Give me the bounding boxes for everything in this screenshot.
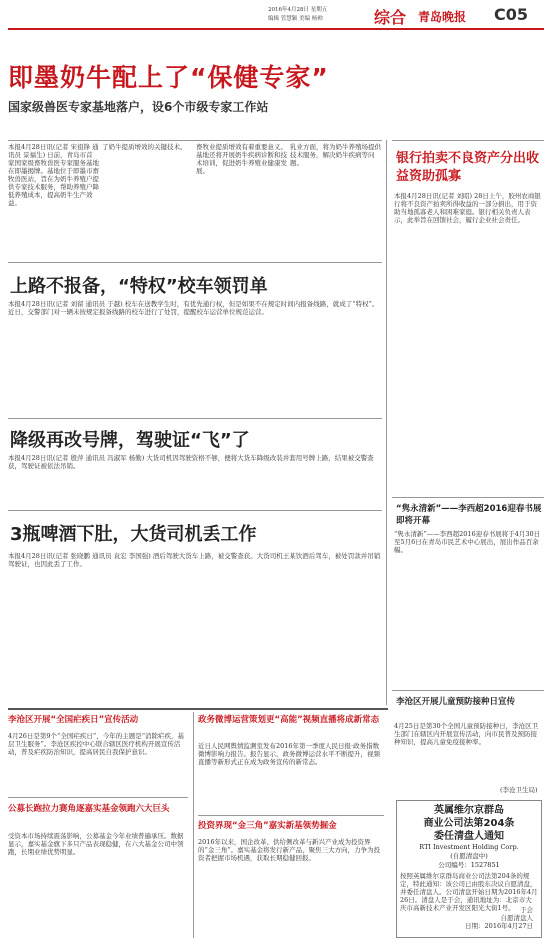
story3-body: 本报4月28日讯(记者 殷萍 通讯员 冯淑军 杨勤) 大货司机因驾驶资格不够，便将大货车降级改装并套用号牌上路，结果被交警查获，驾驶证被依法吊销。 bbox=[8, 454, 374, 470]
story2-body: 本报4月28日讯(记者 刘留 通讯员 于越) 校车在送教学生时，有优先通行权，但是如果不在规定时间内报备线路，就成了“特权”。近日，交警部门对一辆未按规定报备线路的校车进行了处罚，提醒校车运营单位规范运营。 bbox=[8, 300, 379, 316]
sidebar-low-headline: 李沧区开展儿童预防接种日宣传 bbox=[396, 697, 516, 707]
lead-col-3: 畜牧业提质增效有着重要意义。基地还将开展奶牛疾病诊断和技术培训，促进奶牛养殖业健康发展。 bbox=[196, 143, 287, 175]
bottom-right-rule bbox=[198, 815, 384, 816]
lead-headline: 即墨奶牛配上了“保健专家” bbox=[8, 63, 329, 92]
notice-date: 日期：2016年4月27日 bbox=[465, 922, 533, 930]
story3-rule bbox=[8, 418, 382, 419]
bottom-story-1-body: 4月26日是第9个“全国疟疾日”，今年的主题是“消除疟疾，基层卫生服务”。李沧区疾控中心联合辖区医疗机构开展宣传活动，普及疟疾防治知识，提高居民自我保护意识。 bbox=[8, 732, 185, 756]
paper-logo: 青岛晚报 bbox=[418, 10, 467, 24]
lead-rule bbox=[8, 140, 382, 141]
bottom-story-4-body: 2016年以来，国企改革、供给侧改革与新兴产业成为投资界的“金三角”。嘉实基金将发行新产品，聚焦三大方向，力争为投资者把握市场机遇，获取长期稳健回报。 bbox=[198, 838, 381, 862]
masthead-rule bbox=[8, 28, 544, 30]
story4-rule bbox=[8, 510, 382, 511]
lead-col-2: 了奶牛提质增效的关键技术。 bbox=[102, 143, 187, 151]
date-line: 2016年4月28日 星期五 bbox=[268, 7, 328, 13]
sidebar-top-rule bbox=[392, 140, 544, 141]
sidebar-low-credit: (李沧卫生局) bbox=[500, 786, 538, 794]
notice-company-no-row bbox=[397, 861, 541, 870]
notice-company-note: (自愿清盘中) bbox=[450, 852, 488, 860]
notice-company-no: 1527851 bbox=[470, 861, 500, 869]
bottom-col-divider bbox=[193, 712, 194, 938]
bottom-story-4-headline: 投资界现“金三角”嘉实新基领势掘金 bbox=[198, 821, 337, 831]
bottom-story-2-body: 受资本市场持续震荡影响，公募基金今年业绩普遍承压。数据显示，嘉实基金旗下多只产品表现稳健，在六大基金公司中领跑，长期业绩优势明显。 bbox=[8, 832, 184, 856]
bottom-story-2-headline: 公募长跑拉力赛角逐嘉实基金领跑六大巨头 bbox=[8, 804, 170, 814]
lead-col-1: 本报4月28日讯(记者 宋祖锋 通讯员 景福生) 日前，青岛市首家国家级畜牧兽医专家服务基地在即墨揭牌。基地位于即墨市畜牧兽医站，旨在为奶牛养殖户提供专家技术服务，帮助养殖户降低养殖成本，提高奶牛生产效益。 bbox=[8, 143, 99, 207]
bottom-left-rule bbox=[8, 797, 188, 798]
story4-body: 本报4月28日讯(记者 张晓鹏 通讯员 袁宏 李国强) 酒后驾驶大货车上路，被交警查获。大货司机王某饮酒后驾车，被处罚款并吊销驾驶证，也因此丢了工作。 bbox=[8, 552, 381, 568]
notice-title-1: 英属维尔京群岛 bbox=[434, 805, 504, 816]
notice-signature: 于会 bbox=[520, 906, 533, 914]
lead-col-4: 乳业方面，将为奶牛养殖场提供技术服务，解决奶牛疾病等问题。 bbox=[290, 143, 381, 167]
editor-line: 编辑 管慧颖 美编 杨帅 bbox=[268, 16, 323, 22]
story3-headline: 降级再改号牌，驾驶证“飞”了 bbox=[10, 430, 250, 451]
notice-company-no-label: 公司编号： bbox=[438, 861, 471, 869]
story4-headline: 3瓶啤酒下肚，大货司机丢工作 bbox=[10, 524, 257, 545]
notice-role: 自愿清盘人 bbox=[500, 914, 533, 922]
bottom-story-1-headline: 李沧区开展“全国疟疾日”宣传活动 bbox=[8, 715, 139, 725]
sidebar-low-body: 4月25日是第30个全国儿童预防接种日，李沧区卫生部门在辖区内开展宣传活动，向市民普及预防接种知识，提高儿童免疫接种率。 bbox=[394, 722, 539, 746]
bottom-story-3-headline: 政务微博运营策划更“高能”视频直播将成新常态 bbox=[198, 715, 380, 725]
notice-body: 按照英属维尔京群岛商业公司法第204条的规定，特此通知：该公司已由股东决议自愿清盘，并委任清盘人。公司清盘开始日期为2016年4月26日。清盘人是于会，通讯地址为：北京市大庆市高新技术产业开发区阳光大街1号。 bbox=[400, 872, 538, 912]
sidebar-mid-rule bbox=[392, 497, 544, 498]
sidebar-low-rule bbox=[392, 690, 544, 691]
col-divider-vertical bbox=[386, 140, 387, 705]
sidebar-top-headline: 银行拍卖不良资产分出收益资助孤寡 bbox=[396, 151, 540, 184]
notice-title-3: 委任清盘人通知 bbox=[434, 831, 504, 842]
legal-notice-box bbox=[396, 800, 542, 938]
sidebar-mid-headline: “隽永清新”——李西超2016迎春书展即将开幕 bbox=[396, 504, 542, 526]
notice-company-en: RTI Investment Holding Corp. bbox=[419, 843, 519, 851]
notice-title-2: 商业公司法第204条 bbox=[423, 818, 515, 829]
lead-subhead: 国家级兽医专家基地落户，设6个市级专家工作站 bbox=[8, 100, 269, 114]
story2-headline: 上路不报备，“特权”校车领罚单 bbox=[10, 276, 268, 297]
bottom-story-3-body: 近日人民网舆情监测室发布2016年第一季度人民日报·政务指数微博影响力报告。报告显示，政务微博运营水平不断提升，视频直播等新形式正在成为政务宣传的新常态。 bbox=[198, 742, 380, 766]
page-number: C05 bbox=[494, 5, 529, 24]
sidebar-mid-body: “隽永清新”——李西超2016迎春书展将于4月30日至5月6日在青岛市民艺术中心展出，展出作品百余幅。 bbox=[394, 530, 541, 554]
section-title: 综合 bbox=[374, 8, 407, 27]
bottom-strip-rule bbox=[8, 708, 388, 710]
sidebar-top-body: 本报4月28日讯(记者 刘昭) 28日上午，胶州农商银行将不良资产拍卖所得收益的一部分捐出，用于资助当地孤寡老人和困难家庭。银行相关负责人表示，此举旨在回馈社会，履行企业社会责任。 bbox=[394, 192, 541, 224]
story2-rule bbox=[8, 262, 382, 263]
